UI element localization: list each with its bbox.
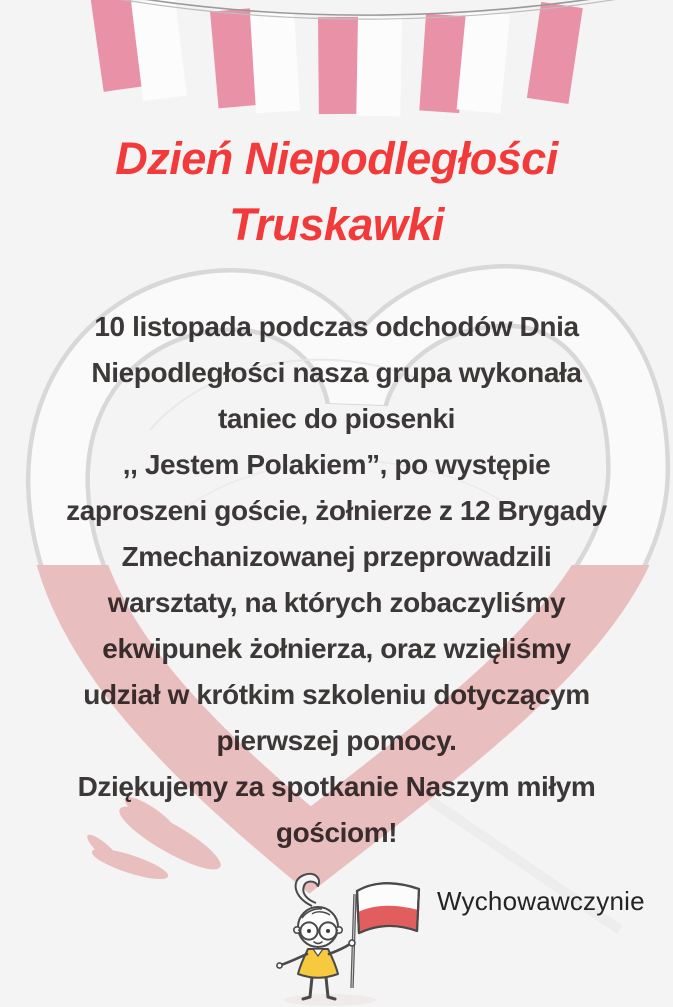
body-line: Niepodległości nasza grupa wykonała bbox=[91, 357, 582, 388]
body-line: warsztaty, na których zobaczyliśmy bbox=[107, 587, 566, 618]
body-line: Dziękujemy za spotkanie Naszym miłym bbox=[77, 771, 596, 802]
title-line-2: Truskawki bbox=[229, 199, 444, 250]
body-line: ,, Jestem Polakiem”, po występie bbox=[122, 449, 551, 480]
polish-flag-icon bbox=[357, 883, 419, 933]
body-line: pierwszej pomocy. bbox=[216, 725, 457, 756]
body-line: ekwipunek żołnierza, oraz wzięliśmy bbox=[102, 633, 571, 664]
page-title bbox=[0, 126, 673, 258]
body-line: zaproszeni goście, żołnierze z 12 Brygady bbox=[66, 495, 607, 526]
title-line-1: Dzień Niepodległości bbox=[115, 133, 558, 184]
body-line: udział w krótkim szkoleniu dotyczącym bbox=[83, 679, 590, 710]
body-line: taniec do piosenki bbox=[217, 403, 456, 434]
signature-label: Wychowawczynie bbox=[437, 886, 645, 916]
body-text bbox=[0, 304, 673, 856]
footer bbox=[0, 868, 673, 1007]
girl-with-flag-illustration bbox=[268, 870, 438, 1007]
body-line: gościom! bbox=[275, 817, 398, 848]
body-line: Zmechanizowanej przeprowadzili bbox=[121, 541, 552, 572]
body-line: 10 listopada podczas odchodów Dnia bbox=[94, 311, 579, 342]
bunting-garland-icon bbox=[0, 0, 673, 135]
